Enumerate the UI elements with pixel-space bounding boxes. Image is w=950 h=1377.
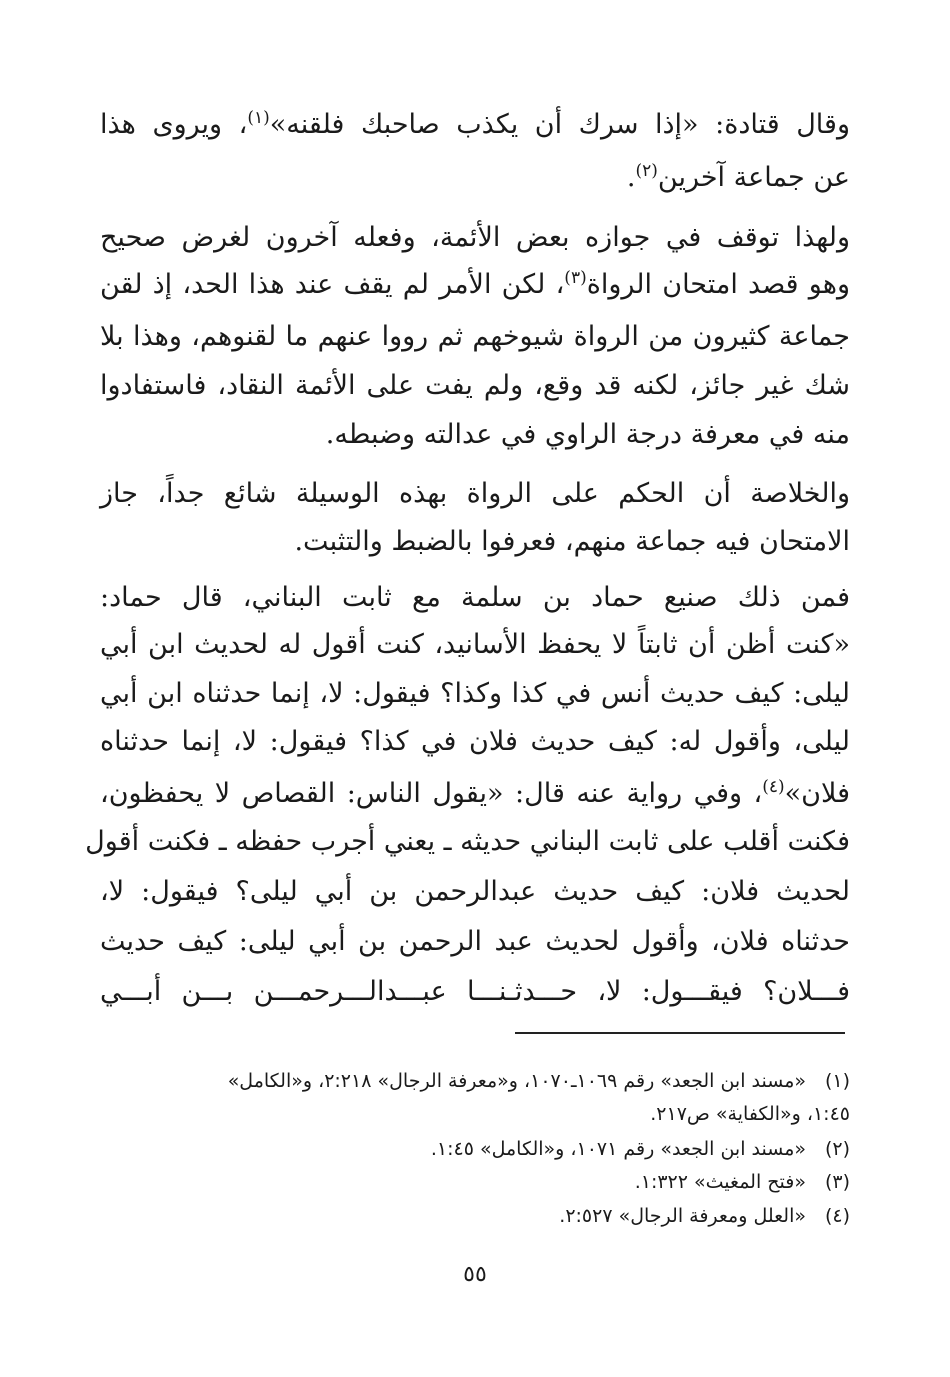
footnote-text: «العلل ومعرفة الرجال» ٢:٥٢٧. xyxy=(559,1205,806,1227)
footnote-1-continuation: ١:٤٥، و«الكفاية» ص٢١٧. xyxy=(650,1103,850,1125)
footnote-1 xyxy=(100,1067,850,1095)
text-line: الامتحان فيه جماعة منهم، فعرفوا بالضبط والتثبت. xyxy=(294,526,850,557)
text-line: لحديث فلان: كيف حديث عبدالرحمن بن أبي ليلى؟ فيقول: لا، xyxy=(100,876,850,907)
footnote-reference: (٣) xyxy=(564,268,587,288)
page-number: ٥٥ xyxy=(463,1262,487,1287)
text-line: منه في معرفة درجة الراوي في عدالته وضبطه. xyxy=(325,419,850,450)
footnote-number: (٣) xyxy=(824,1171,850,1193)
footnote-separator xyxy=(515,1032,845,1034)
footnote-3 xyxy=(100,1168,850,1196)
text-line: «كنت أظن أن ثابتاً لا يحفظ الأسانيد، كنت أقول له لحديث ابن أبي xyxy=(100,629,850,660)
footnote-reference: (٤) xyxy=(762,777,785,797)
footnote-2 xyxy=(100,1135,850,1163)
text-line: والخلاصة أن الحكم على الرواة بهذه الوسيلة شائع جداً، جاز xyxy=(100,478,850,509)
text-line: ولهذا توقف في جوازه بعض الأئمة، وفعله آخرون لغرض صحيح xyxy=(100,222,850,253)
text-line: وقال قتادة: «إذا سرك أن يكذب صاحبك فلقنه»$^{(١)}$، ويروى هذا xyxy=(100,108,850,140)
footnote-number: (٤) xyxy=(824,1205,850,1227)
text-line: فمن ذلك صنيع حماد بن سلمة مع ثابت البناني، قال حماد: xyxy=(100,582,850,613)
footnote-number: (٢) xyxy=(824,1138,850,1160)
text-line: عن جماعة آخرين$^{(٢)}$. xyxy=(626,161,850,193)
text-line: فكنت أقلب على ثابت البناني حديثه ـ يعني أجرب حفظه ـ فكنت أقول xyxy=(85,826,850,857)
footnote-reference: (١) xyxy=(247,108,270,128)
footnote-number: (١) xyxy=(824,1070,850,1092)
text-line: وهو قصد امتحان الرواة$^{(٣)}$، لكن الأمر لم يقف عند هذا الحد، إذ لقن xyxy=(100,268,850,300)
text-line: ليلى، وأقول له: كيف حديث فلان في كذا؟ فيقول: لا، إنما حدثناه xyxy=(100,726,850,757)
text-line: جماعة كثيرون من الرواة شيوخهم ثم رووا عنهم ما لقنوهم، وهذا بلا xyxy=(100,321,850,352)
footnote-text: «فتح المغيث» ١:٣٢٢. xyxy=(634,1171,806,1193)
text-line: شك غير جائز، لكنه قد وقع، ولم يفت على الأئمة النقاد، فاستفادوا xyxy=(100,370,850,401)
footnote-text: «مسند ابن الجعد» رقم ١٠٦٩ـ١٠٧٠، و«معرفة الرجال» ٢:٢١٨، و«الكامل» xyxy=(227,1070,806,1092)
text-line: ليلى: كيف حديث أنس في كذا وكذا؟ فيقول: لا، إنما حدثناه ابن أبي xyxy=(100,678,850,709)
footnote-text: «مسند ابن الجعد» رقم ١٠٧١، و«الكامل» ١:٤٥. xyxy=(430,1138,806,1160)
footnote-reference: (٢) xyxy=(635,161,658,181)
text-line: فلان»$^{(٤)}$، وفي رواية عنه قال: «يقول الناس: القصاص لا يحفظون، xyxy=(100,777,850,809)
text-line: فـــلان؟ فيقـــول: لا، حـــدثـنـــا عبـــدالـــرحمـــن بـــن أبـــي xyxy=(100,976,850,1007)
footnote-4 xyxy=(100,1202,850,1230)
text-line: حدثناه فلان، وأقول لحديث عبد الرحمن بن أبي ليلى: كيف حديث xyxy=(100,926,850,957)
